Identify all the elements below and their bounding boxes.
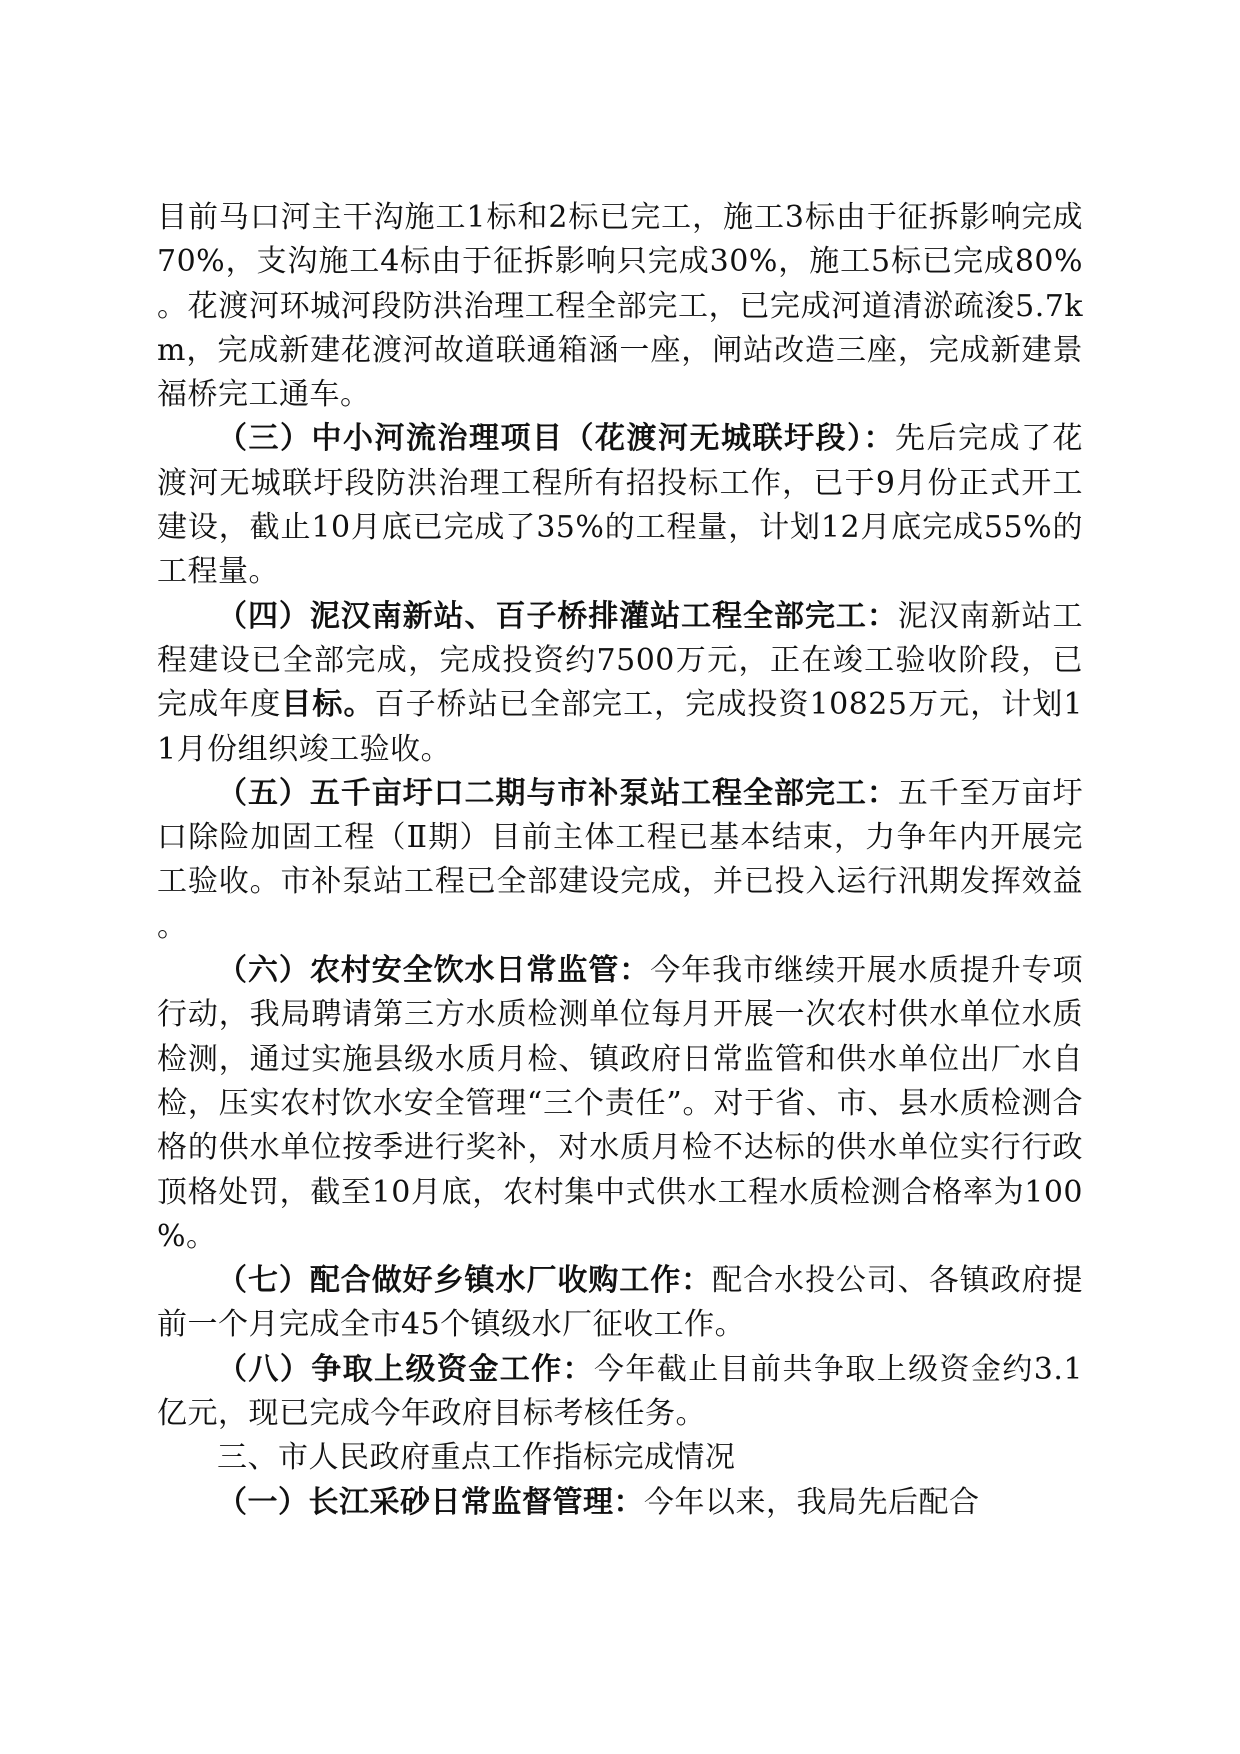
item-lead: （一）长江采砂日常监督管理： [217, 1484, 644, 1520]
item-emphasis: 目标。 [281, 687, 375, 723]
item-body: 今年以来，我局先后配合 [644, 1484, 980, 1520]
item-body: 五千至万亩圩口除险加固工程（Ⅱ期）目前主体工程已基本结束，力争年内开展完工验收。市补泵站工程已全部建设完成，并已投入运行汛期发挥效益。 [157, 775, 1084, 944]
paragraph-item-8 [157, 1348, 1083, 1437]
item-lead: （三）中小河流治理项目（花渡河无城联圩段）： [217, 421, 895, 457]
item-body: 泥汉南新站工程建设已全部完成，完成投资约7500万元，正在竣工验收阶段，已完成年度 [157, 598, 1084, 723]
paragraph-item-5 [157, 772, 1083, 949]
paragraph-item-4 [157, 595, 1083, 772]
item-body: 先后完成了花渡河无城联圩段防洪治理工程所有招投标工作，已于9月份正式开工建设，截止10月底已完成了35%的工程量，计划12月底完成55%的工程量。 [157, 421, 1083, 590]
item-body: 今年截止目前共争取上级资金约3.1亿元，现已完成今年政府目标考核任务。 [157, 1351, 1083, 1432]
section-heading-3: 三、市人民政府重点工作指标完成情况 [217, 1440, 736, 1476]
paragraph-item-7 [157, 1259, 1083, 1348]
paragraph-item-3 [157, 417, 1083, 594]
item-body-continued: 百子桥站已全部完工，完成投资10825万元，计划11月份组织竣工验收。 [157, 687, 1083, 767]
item-lead: （七）配合做好乡镇水厂收购工作： [217, 1263, 713, 1299]
item-lead: （五）五千亩圩口二期与市补泵站工程全部完工： [217, 775, 898, 811]
item-lead: （八）争取上级资金工作： [217, 1351, 594, 1387]
paragraph-section3-item-1 [157, 1481, 1083, 1525]
paragraph-continued [157, 196, 1083, 417]
item-body: 配合水投公司、各镇政府提前一个月完成全市45个镇级水厂征收工作。 [157, 1263, 1084, 1343]
item-body: 今年我市继续开展水质提升专项行动，我局聘请第三方水质检测单位每月开展一次农村供水单位水质检测，通过实施县级水质月检、镇政府日常监管和供水单位出厂水自检，压实农村饮水安全管理“三个责任”。对于省、市、县水质检测合格的供水单位按季进行奖补，对水质月检不达标的供水单位实行行政顶格处罚，截至10月底，农村集中式供水工程水质检测合格率为100%。 [157, 953, 1084, 1254]
document-page [157, 196, 1083, 1525]
paragraph-item-6 [157, 949, 1083, 1259]
item-lead: （六）农村安全饮水日常监管： [217, 953, 651, 989]
item-lead: （四）泥汉南新站、百子桥排灌站工程全部完工： [217, 598, 898, 634]
paragraph-text: 目前马口河主干沟施工1标和2标已完工，施工3标由于征拆影响完成70%，支沟施工4标由于征拆影响只完成30%，施工5标已完成80%。花渡河环城河段防洪治理工程全部完工，已完成河道清淤疏浚5.7km，完成新建花渡河故道联通箱涵一座，闸站改造三座，完成新建景福桥完工通车。 [157, 200, 1083, 413]
